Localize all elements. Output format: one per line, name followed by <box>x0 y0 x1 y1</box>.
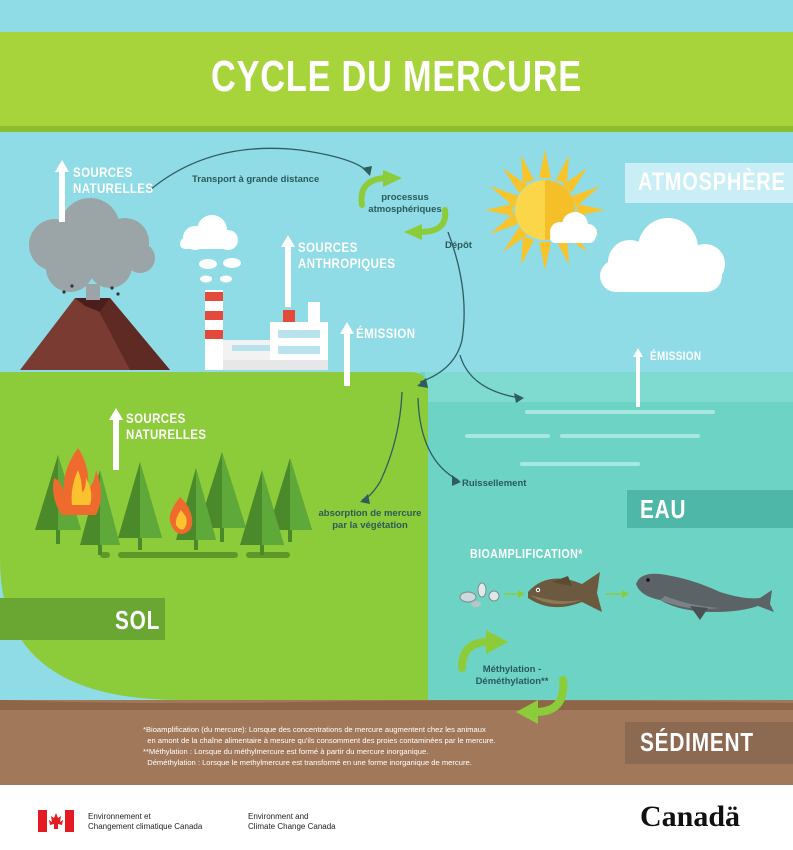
label-sources-naturelles-forest: SOURCES NATURELLES <box>126 410 207 442</box>
label-transport: Transport à grande distance <box>192 174 320 185</box>
page-title: CYCLE DU MERCURE <box>211 52 582 101</box>
zone-label-sol: SOL <box>115 605 161 635</box>
footnote-line: **Méthylation : Lorsque du méthylmercure est formé à partir du mercure inorganique. <box>143 747 429 756</box>
canada-wordmark: Canadä <box>640 800 741 833</box>
zone-label-eau: EAU <box>640 494 687 524</box>
org-name-fr: Environnement et Changement climatique Canada <box>88 812 203 831</box>
label-processus: processus atmosphériques <box>368 192 442 215</box>
label-absorption: absorption de mercure par la végétation <box>318 508 422 531</box>
label-sources-anthropiques: SOURCES ANTHROPIQUES <box>298 239 396 271</box>
zone-label-sediment: SÉDIMENT <box>640 727 754 757</box>
label-emission-water: ÉMISSION <box>650 349 702 363</box>
footnote-line: en amont de la chaîne alimentaire à mesure qu'ils consomment des proies contaminées par le mercure. <box>143 736 496 745</box>
zone-label-atmosphere: ATMOSPHÈRE <box>638 168 786 196</box>
canada-flag-icon <box>38 810 74 832</box>
footnote-line: Déméthylation : Lorsque le methylmercure est transformé en une forme inorganique de mercure. <box>143 758 472 767</box>
label-methylation: Méthylation - Déméthylation** <box>475 664 549 687</box>
sun-icon <box>485 150 605 270</box>
label-sources-naturelles-top: SOURCES NATURELLES <box>73 164 154 196</box>
label-emission-land: ÉMISSION <box>356 325 416 341</box>
footnotes <box>143 724 613 768</box>
footnote-line: *Bioamplification (du mercure): Lorsque des concentrations de mercure augmentent chez les animaux <box>143 725 486 734</box>
label-depot: Dépôt <box>445 240 472 251</box>
label-bioamplification: BIOAMPLIFICATION* <box>470 546 583 561</box>
org-name-en: Environment and Climate Change Canada <box>248 812 336 831</box>
label-ruissellement: Ruissellement <box>462 478 527 489</box>
